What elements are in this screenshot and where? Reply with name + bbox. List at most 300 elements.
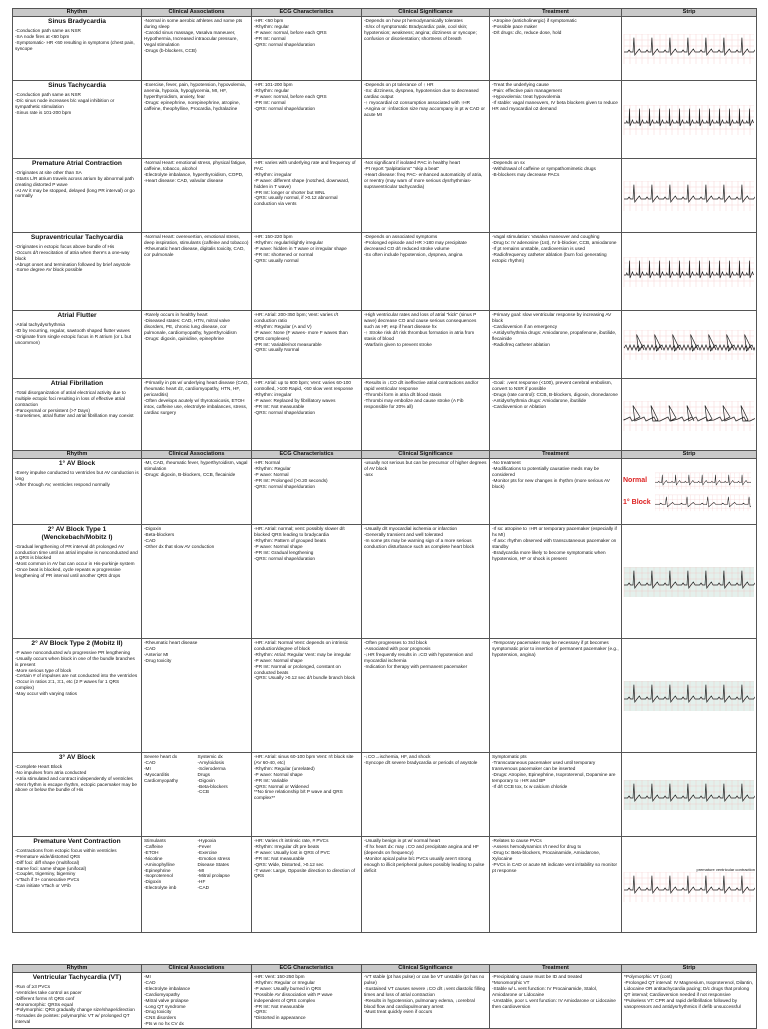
header-row <box>13 9 757 17</box>
cell-line: -P wave: normal, before each QRS <box>254 29 327 35</box>
cell-line: -Fever <box>197 843 212 849</box>
table-row <box>13 639 757 753</box>
col-header-treatment: Treatment <box>490 451 622 459</box>
cell-line: -Rhythm: regular <box>254 87 289 93</box>
cell-line: -Exercise <box>197 849 218 855</box>
cell-line: -CAD <box>144 645 156 651</box>
strip-cell <box>622 973 757 1029</box>
cell-line: -Drug tx: IV adenosine (1st), IV b-blocker, CCB, amiodarone <box>492 239 617 245</box>
cell-line: **No time relationship b/t P wave and QRS complex** <box>254 789 343 801</box>
col-header-clinical-associations: Clinical Associations <box>142 965 252 973</box>
ecg-strip-image <box>623 257 755 287</box>
cell-line: -S/sx of symptomatic Bradycardia: pale, cool skin; hypotension; weakness; angina; dizziness or syncope; confusion or disorientation; shortness of breath <box>364 23 477 41</box>
rhythm-cell <box>13 311 142 379</box>
cell-line: -Radiofreq catheter ablation <box>492 341 550 347</box>
cell-line: -Monitor pts for new changes in rhythm (more serious AV block) <box>492 477 610 489</box>
cell-line: -Thrombi form in atria d/t blood stasis <box>364 391 442 397</box>
strip-cell <box>622 311 757 379</box>
table-2-wrapper <box>12 450 756 933</box>
cell-line: -Every impulse conducted to ventricles but AV conduction is long <box>15 469 139 481</box>
treatment-cell <box>490 233 622 311</box>
cell-line: -HR: <60 bpm <box>254 18 284 23</box>
rhythm-name: Sinus Bradycardia <box>48 18 106 25</box>
col-header-rhythm: Rhythm <box>13 965 142 973</box>
cell-line: -Prolonged episode and HR >180 may precipitate decreased CO d/t reduced stroke volume <box>364 239 467 251</box>
clinical-significance-cell <box>362 233 490 311</box>
col-header-treatment: Treatment <box>490 965 622 973</box>
rhythm-cell <box>13 459 142 525</box>
strip-cell <box>622 753 757 837</box>
cell-line: -No impulses from atria conducted <box>15 769 87 775</box>
table-3-wrapper <box>12 964 756 1029</box>
clinical-significance-cell <box>362 525 490 639</box>
cell-line: -Heart disease: CAD, valvular disease <box>144 177 224 183</box>
cell-line: -Couplet, trigeminy, bigeminy <box>15 871 76 877</box>
ecg-strip-image <box>623 780 755 810</box>
cell-line: -HF <box>197 879 206 885</box>
strip-label: Normal <box>623 476 648 484</box>
cell-line: -Depends on associated symptoms <box>364 234 438 239</box>
cell-line: -PR Int: Normal or prolonged, constant on conducted beats <box>254 663 341 675</box>
cell-line: -Rhythm: Irregular d/t pre beats <box>254 843 320 849</box>
cell-line: -SA node fires at <60 bpm <box>15 33 70 39</box>
cell-line: -Possible pace maker <box>492 23 538 29</box>
cell-line: -Ventricles take control as pacer <box>15 989 82 995</box>
table-row <box>13 311 757 379</box>
cell-line: -Starts L/R atrium travels across atrium by abnormal path creating distorted P wave <box>15 175 134 187</box>
cell-line: -P wave: Replaced by fibrillatory waves <box>254 397 336 403</box>
cell-line: -If sx: atropine to ↑HR or temporary pacemaker (especially if hx MI) <box>492 526 617 537</box>
cell-line: -ETOH <box>144 849 159 855</box>
cell-line: -Drugs (rate control): CCB, B-blockers, digoxin, dronedarone <box>492 391 618 397</box>
cell-line: -Rhythm: regular/slightly irregular <box>254 239 324 245</box>
cell-line: -P wave: Normal <box>254 471 289 477</box>
cell-line: -Myocarditis <box>144 771 170 777</box>
cell-line: -Vent rhythm is escape rhythm, ectopic pacemaker may be above or below the bundle of His <box>15 781 137 793</box>
table-row <box>13 837 757 933</box>
cell-line: -Syncope d/t severe bradycardia or periods of asystole <box>364 759 478 765</box>
cell-line: -PR Int: Variable/not measurable <box>254 341 322 347</box>
cell-line: -Nicotine <box>144 855 163 861</box>
strip-cell <box>622 525 757 639</box>
cell-line: -MI, CAD, rheumatic fever, hyperthyroidism, vagal stimulation <box>144 460 248 471</box>
cell-line: -PR Int: normal <box>254 35 286 41</box>
ecg-characteristics-cell <box>252 311 362 379</box>
cell-line: -Conduction path same as NSR <box>15 91 81 97</box>
cell-line: -Long QT syndrome <box>144 1003 186 1009</box>
cell-line: -If pt remains unstable, cardioversion is used <box>492 245 586 251</box>
table-row <box>13 525 757 639</box>
cell-line: -QRS: normal shape/duration <box>254 41 315 47</box>
cell-line: -Rhythm: Regular <box>254 465 291 471</box>
cell-line: -Occurs d/t reexcitation of atria when there's a one-way block <box>15 249 130 261</box>
cell-line: -Gradual lengthening of PR interval d/t prolonged AV conduction time until an atrial impulse is nonconducted and a QRS is blocked <box>15 543 138 561</box>
cell-line: -PR Int: Variable <box>254 777 289 783</box>
cell-line: -Atropine (anticholinergic) if symptomatic <box>492 18 577 23</box>
cell-line: -MI <box>144 765 151 771</box>
arrhythmia-table-1 <box>12 8 757 453</box>
clinical-significance-cell <box>362 379 490 453</box>
cell-line: -Drug toxicity <box>144 657 172 663</box>
cell-line: -Isoproterenol <box>144 873 173 879</box>
cell-line: -Relates to cause PVCs <box>492 838 542 843</box>
cell-line: -Digoxin <box>197 777 215 783</box>
cell-line: -P wave: Normal shape <box>254 657 303 663</box>
strip-cell <box>622 233 757 311</box>
cell-line: -D/c sinus node increases b/c vagal inhibition or sympathetic stimulation <box>15 97 115 109</box>
arrhythmia-table-2 <box>12 450 757 933</box>
cell-line: *Possible AV dissociation with P wave independent of QRS complex <box>254 991 333 1003</box>
ecg-strip-image <box>623 401 755 431</box>
treatment-cell <box>490 639 622 753</box>
col-header-significance: Clinical Significance <box>362 965 490 973</box>
ecg-characteristics-cell <box>252 379 362 453</box>
ecg-strip-image <box>623 34 755 64</box>
clinical-significance-cell <box>362 17 490 81</box>
cell-line: -Bradycardia more likely to become symptomatic when hypotension, HF or shock is present <box>492 549 606 561</box>
strip-cell <box>622 639 757 753</box>
cell-line: -Mitral valve prolapse <box>144 997 189 1003</box>
clinical-significance-cell <box>362 639 490 753</box>
cell-line: -Rhythm: irregular <box>254 391 292 397</box>
clinical-significance-cell <box>362 459 490 525</box>
cell-line: -Results in ↓CO d/t ineffective atrial contractions and/or rapid ventricular response <box>364 380 479 391</box>
cell-line: -Hypoxia <box>197 838 216 843</box>
cell-line: -May occur with varying ratios <box>15 691 77 697</box>
col-header-strip: Strip <box>622 451 757 459</box>
cell-line: -Complete Heart Block <box>15 763 63 769</box>
cell-line: -Antidysrhythmia drugs: Amiodarone, propafenone, ibutilide, flecainide <box>492 329 617 341</box>
cell-line: -Originates in ectopic focus above bundle of His <box>15 243 115 249</box>
header-row <box>13 965 757 973</box>
cell-line: -Rhythm: irregular <box>254 171 292 177</box>
cell-line: -Unstable, poor L vent function: IV Amiodarone or Lidocaine then cardioversion <box>492 997 616 1009</box>
cell-line: -Diff foci: diff shape (multifocal) <box>15 859 80 865</box>
clinical-significance-cell <box>362 753 490 837</box>
cell-line: -P wave: different shape (notched, downward, hidden in T wave) <box>254 177 350 189</box>
clinical-significance-cell <box>362 311 490 379</box>
treatment-cell <box>490 379 622 453</box>
cell-line: -Electrolyte imb <box>144 885 177 891</box>
cell-line: -CAD <box>144 759 156 765</box>
ecg-characteristics-cell <box>252 525 362 639</box>
cell-line: -Rhythm: Regular (unrelated) <box>254 765 315 771</box>
cell-line: -At AV it may be stopped, delayed (long PR interval) or go normally <box>15 187 135 199</box>
table-row <box>13 379 757 453</box>
cell-line: -Rhythm: Atrial: Regular Vent: may be irregular <box>254 651 351 657</box>
cell-line: -Occur in ratios 2:1, 3:1, etc (2 P waves for 1 QRS complex) <box>15 679 120 691</box>
strip-cell <box>622 159 757 233</box>
cell-line: -Withdrawal of caffeine or sympathomimetic drugs <box>492 165 596 171</box>
col-header-ecg: ECG Characteristics <box>252 965 362 973</box>
cell-line: -Depends on how pt hemodynamically tolerates <box>364 18 463 23</box>
rhythm-name: Premature Atrial Contraction <box>32 160 122 167</box>
cell-line: -HR: 150-220 bpm <box>254 234 293 239</box>
cell-line: -Drugs: epinephrine, norepinephrine, atropine, caffeine, theophylline, Procardia, hydralazine <box>144 99 240 111</box>
table-row <box>13 459 757 525</box>
cell-line: -CAD <box>144 537 156 543</box>
rhythm-cell <box>13 17 142 81</box>
cell-line: -Drugs: digoxin, quinidine, epinephrine <box>144 335 224 341</box>
cell-line: -No treatment <box>492 460 521 465</box>
treatment-cell <box>490 837 622 933</box>
cell-line: -Anterior MI <box>144 651 169 657</box>
cell-line: -Treat the underlying cause <box>492 82 549 87</box>
cell-line: -Atrial tachydysrhythmia <box>15 321 66 327</box>
cell-line: -QRS: normal shape/duration <box>254 555 315 561</box>
cell-line: -Symptomatic- HR <60 resulting in symptoms (chest pain, syncope <box>15 39 135 51</box>
cell-line: *Distorted in appearance <box>254 1015 306 1021</box>
cell-line: -Usually occurs when block in one of the bundle branches is present <box>15 655 135 667</box>
cell-line: -Monitor apical pulse b/c PVCs usually aren't strong enough to illicit peripheral pulses possibly leading to pulse deficit <box>364 855 485 873</box>
cell-line: -Most common in AV but can occur in His-purkinje system <box>15 561 135 567</box>
cell-line: -QRS: Usually >0.12 sec d/t bundle branch block <box>254 675 356 681</box>
cell-line: -Assess hemodynamics r/t need for drug tx <box>492 843 582 849</box>
cell-line: -Caffeine <box>144 843 163 849</box>
cell-line: Stimulants <box>144 838 166 843</box>
arrhythmia-table-3 <box>12 964 757 1029</box>
table-row <box>13 973 757 1029</box>
col-header-strip: Strip <box>622 965 757 973</box>
cell-line: -Paroxysmal or persistent (>7 Days) <box>15 407 90 413</box>
rhythm-cell <box>13 753 142 837</box>
col-header-ecg: ECG Characteristics <box>252 451 362 459</box>
cell-line: -Contractions from ectopic focus within ventricles <box>15 847 117 853</box>
rhythm-cell <box>13 159 142 233</box>
cell-line: -PR Int: longer or shorter but WNL <box>254 189 326 195</box>
cell-line: -Epinephrine <box>144 867 171 873</box>
cell-line: -QRS: normal shape/duration <box>254 483 315 489</box>
cell-line: -MI <box>197 867 205 873</box>
ecg-strip-image <box>623 330 755 360</box>
ecg-characteristics-cell <box>252 17 362 81</box>
cell-line: -↑ Stroke risk d/t risk thrombus formation in atria from stasis of blood <box>364 329 475 341</box>
ecg-characteristics-cell <box>252 159 362 233</box>
cell-line: -Beta-blockers <box>144 531 175 537</box>
cell-line: -Cardiomyopathy <box>144 991 180 997</box>
cell-line: -Rhythm: Pattern of grouped beats <box>254 537 326 543</box>
cell-line: -Different forms r/t QRS conf <box>15 995 75 1001</box>
cell-line: -PR Int: Prolonged (>0.20 seconds) <box>254 477 328 483</box>
ecg-characteristics-cell <box>252 973 362 1029</box>
cell-line: -Drugs: digoxin, B-blockers, CCB, flecainide <box>144 471 236 477</box>
treatment-cell <box>490 753 622 837</box>
rhythm-name: Atrial Flutter <box>57 312 97 319</box>
cell-line: -Monomorphic: QRSs equal <box>15 1001 73 1007</box>
cell-line: -Sometimes, atrial flutter and atrial fibrillation may coexist <box>15 413 134 419</box>
cell-line: -If asx: rhythm observed with transcutaneous pacemaker on standby <box>492 537 617 549</box>
cell-line: -Pts w no hx CV dx <box>144 1021 184 1027</box>
cell-line: -PR Int: Not measurable <box>254 1003 305 1009</box>
rhythm-cell <box>13 81 142 159</box>
cell-line: -Other dx that slow AV conduction <box>144 543 215 549</box>
cell-line: -Digoxin <box>144 526 162 531</box>
cell-line: -QRS: usually normal <box>254 257 299 263</box>
strip-cell <box>622 459 757 525</box>
cell-line: -Emotion stress <box>197 855 231 861</box>
cell-line: -PR Int: Gradual lengthening <box>254 549 314 555</box>
clinical-associations-cell <box>142 639 252 753</box>
cell-line: -HR: Atrial: normal; vent: possibly slower d/t blocked QRS leading to bradycardia <box>254 526 345 537</box>
cell-line: -QRS: usually Normal <box>254 347 300 353</box>
clinical-associations-cell <box>142 837 252 933</box>
ecg-strip-image <box>623 567 755 597</box>
cell-line: -Drugs: Atropine, Epinephrine, Isoproterenol, Dopamine are temporary to ↑HR and BP <box>492 771 616 783</box>
cell-line: -HR: Atrial: Normal Vent: depends on intrinsic conduction/degree of block <box>254 640 349 651</box>
clinical-associations-cell <box>142 525 252 639</box>
rhythm-cell <box>13 639 142 753</box>
cell-line: -Angina or ↑infarction size may accompany in pt w CAD or acute MI <box>364 105 485 117</box>
cell-line: -HR: Atrial: 200-350 bpm; Vent: varies r/t conduction ratio <box>254 312 339 323</box>
ecg-characteristics-cell <box>252 81 362 159</box>
col-header-significance: Clinical Significance <box>362 9 490 17</box>
cell-line: -P wave nonconducted w/o progressive PR lengthening <box>15 649 131 655</box>
ecg-strip-image <box>623 181 755 211</box>
cell-line: -If stable: vagal maneuvers, IV beta blockers given to reduce HR and myocardial o2 demand <box>492 99 618 111</box>
cell-line: -Primarily in pts w/ underlying heart disease (CAD, rheumatic heart dz, cardiomyopathy, HTN, HF, pericarditis) <box>144 380 249 397</box>
cell-line: *Polymorphic VT (cont) <box>624 974 673 979</box>
rhythm-name: Premature Vent Contraction <box>33 838 121 845</box>
cell-line: -Exercise, fever, pain, hypotension, hypovolemia, anemia, hypoxia, hypoglycemia, MI, HF, hyperthyroidism, anxiety, fear <box>144 82 246 99</box>
cell-line: -Electrolyte imbalance <box>144 985 191 991</box>
cell-line: -Polymorphic: QRS gradually change size/shape/direction <box>15 1007 135 1013</box>
cell-line: -QRS: normal shape/duration <box>254 409 315 415</box>
cell-line: Systemic dx <box>197 754 223 759</box>
treatment-cell <box>490 973 622 1029</box>
treatment-cell <box>490 17 622 81</box>
cell-line: -High ventricular rates and loss of atrial "kick" (sinus P wave) decrease CO and cause serious consequences such as HF, esp if heart disease hx <box>364 312 477 329</box>
rhythm-name: Atrial Fibrillation <box>50 380 104 387</box>
cell-line: -Drug tx: Beta-blockers, Procainamide, Amiodarone, Xylocaine <box>492 849 601 861</box>
cell-line: -Not significant if isolated PAC in healthy heart <box>364 160 461 165</box>
cell-line: -Run of ≥3 PVCs <box>15 983 51 989</box>
cell-line: -Diseased states: CAD, HTN, mitral valve disorders, PE, chronic lung disease, cor pulmonale, cardiomyopathy, hyperthyroidism <box>144 317 237 335</box>
cell-line: -P wave: None (F waves- more F waves than QRS complexes) <box>254 329 348 341</box>
cell-line: -CNS disorders <box>144 1015 177 1021</box>
cell-line: -Drug toxicity <box>144 1009 172 1015</box>
strip-cell <box>622 379 757 453</box>
col-header-clinical-associations: Clinical Associations <box>142 9 252 17</box>
rhythm-name: Sinus Tachycardia <box>48 82 106 89</box>
cell-line: -P wave: Usually lost in QRS of PVC <box>254 849 330 855</box>
cell-line: -Rarely occurs in healthy heart <box>144 312 208 317</box>
cell-line: -Same foci: same shape (unifocal) <box>15 865 87 871</box>
cell-line: -Pain: effective pain management <box>492 87 562 93</box>
treatment-cell <box>490 159 622 233</box>
cell-line: -P wave: Normal shape <box>254 771 303 777</box>
cell-line: -VT stable (pt has pulse) or can be VT unstable (pt has no pulse) <box>364 974 485 985</box>
cell-line: -After through AV, ventricles respond normally <box>15 481 110 487</box>
cell-line: *Pulseless VT: CPR and rapid defibrillation followed by vasopressors and antidysrhythmics if defib unsuccessful <box>624 997 741 1009</box>
ecg-characteristics-cell <box>252 459 362 525</box>
treatment-cell <box>490 459 622 525</box>
clinical-associations-cell <box>142 159 252 233</box>
rhythm-name: 2° AV Block Type 2 (Mobitz II) <box>31 640 123 647</box>
cell-line: -Sustained VT causes severe ↓CO d/t ↓vent diastolic filling times and loss of atrial contraction <box>364 985 486 997</box>
cell-line: -Conduction path same as NSR <box>15 27 81 33</box>
rhythm-name: Supraventricular Tachycardia <box>30 234 124 241</box>
cell-line: -Beta-blockers <box>197 783 228 789</box>
table-row <box>13 753 757 837</box>
table-row <box>13 233 757 311</box>
cell-line: -Precipitating cause must be ID and treated <box>492 974 583 979</box>
cell-line: -QRS: normal shape/duration <box>254 105 315 111</box>
cell-line: -Must treat quickly even if occurs <box>364 1009 433 1015</box>
cell-line: -Some degree AV block possible <box>15 267 83 273</box>
clinical-significance-cell <box>362 81 490 159</box>
clinical-significance-cell <box>362 159 490 233</box>
cell-line: -usually not serious but can be precursor of higher degrees of AV block <box>364 460 487 471</box>
cell-line: -Often progresses to 3rd block <box>364 640 428 645</box>
cell-line: -PR Int: normal <box>254 99 286 105</box>
cell-line: -Vagal stimulation: Vasalva maneuver and coughing <box>492 234 600 239</box>
rhythm-name: Ventricular Tachycardia (VT) <box>32 974 122 981</box>
cell-line: -Modifications to potentially causative meds may be considered <box>492 465 600 477</box>
header-row <box>13 451 757 459</box>
cell-line: -HR: Varies r/t intrinsic rate, # PVCs <box>254 838 329 843</box>
cell-line: -Mitral prolapse <box>197 873 230 879</box>
cell-line: -Can initiate VTach or VFib <box>15 883 71 889</box>
cell-line: Cardiomyopathy <box>144 777 179 783</box>
cell-line: -↓CO→ischemia, HF, and shock <box>364 754 431 759</box>
cell-line: -Originates at site other than SA <box>15 169 82 175</box>
table-row <box>13 17 757 81</box>
rhythm-cell <box>13 837 142 933</box>
cell-line: -Scleroderma <box>197 765 226 771</box>
ecg-strip-image <box>623 105 755 135</box>
cell-line: -Goal: ↓vent response (<100), prevent cerebral embolism, convert to NSR if possible <box>492 380 612 391</box>
ecg-characteristics-cell <box>252 233 362 311</box>
rhythm-cell <box>13 973 142 1029</box>
cell-line: -Normal Heart: emotional stress, physical fatigue, caffeine, tobacco, alcohol <box>144 160 247 171</box>
cell-line: -↑ myocardial o2 consumption associated with ↑HR <box>364 99 471 105</box>
cell-line: -CCB <box>197 789 209 795</box>
cell-line: -Rheumatic heart disease <box>144 640 198 645</box>
cell-line: -HR: varies with underlying rate and frequency of PAC <box>254 160 356 171</box>
cell-line: -Heart disease: freq PAC- enhanced automaticity of atria, or reentry (may warn of more serious dysrhythmias- supraventricular tachycardia) <box>364 171 483 189</box>
cell-line: -P wave: Normal shape <box>254 543 303 549</box>
cell-line: -P wave: hidden in T wave or irregular shape <box>254 245 347 251</box>
cell-line: -HR: Vent: 150-250 bpm <box>254 974 305 979</box>
cell-line: -Thrombi may embolize and cause stroke (A Fib responsible for 20% all) <box>364 397 464 409</box>
cell-line: -Carotid sinus massage, Vasalva maneuver, Hypothermia, Increased intraocular pressure, Vegal stimulation <box>144 29 238 47</box>
cell-line: -Prolonged QT interval: IV Magnesium, Isoproterenol, Dilantin, Lidocaine OR antitachycardia pacing; D/c drugs that prolong QT interval; Cardioversion needed if not responsive <box>624 979 754 997</box>
cell-line: -If d/t CCB tox, tx w calcium chloride <box>492 783 568 789</box>
cell-line: -QRS: Wide, Distorted, >0.12 sec <box>254 861 324 867</box>
cell-line: -HR: Atrial: up to 600 bpm; Vent: varies 60-100 controlled, >100 Rapid, <60 slow vent response <box>254 380 354 391</box>
cell-line: Drugs <box>197 771 211 777</box>
strip-cell <box>622 837 757 933</box>
cell-line: -P wave: normal, before each QRS <box>254 93 327 99</box>
cell-line: -Certain # of impulses are not conducted into the ventricles <box>15 673 138 679</box>
cell-line: -↓HR frequently results in ↓CO with hypotension and myocardial ischemia <box>364 651 473 663</box>
cell-line: -Transcutaneous pacemaker used until temporary transvenous pacemaker can be inserted <box>492 759 596 771</box>
treatment-cell <box>490 81 622 159</box>
clinical-associations-cell <box>142 379 252 453</box>
rhythm-name: 3° AV Block <box>58 754 96 761</box>
cell-line: -More serious type of block <box>15 667 72 673</box>
clinical-associations-cell <box>142 753 252 837</box>
cell-line: -Amyloidosis <box>197 759 225 765</box>
cell-line: -Digoxin <box>144 879 162 885</box>
clinical-associations-cell <box>142 81 252 159</box>
cell-line: -Temporary pacemaker may be necessary if pt becomes symptomatic prior to insertion of permanent pacemaker (e.g., hypotension, angina) <box>492 640 619 657</box>
cell-line: -HR: Normal <box>254 460 281 465</box>
strip-label: 1° Block <box>623 498 651 506</box>
cell-line: -CAD <box>197 885 209 891</box>
cell-line: -Drugs (b-blockers, CCB) <box>144 47 197 53</box>
table-row <box>13 81 757 159</box>
